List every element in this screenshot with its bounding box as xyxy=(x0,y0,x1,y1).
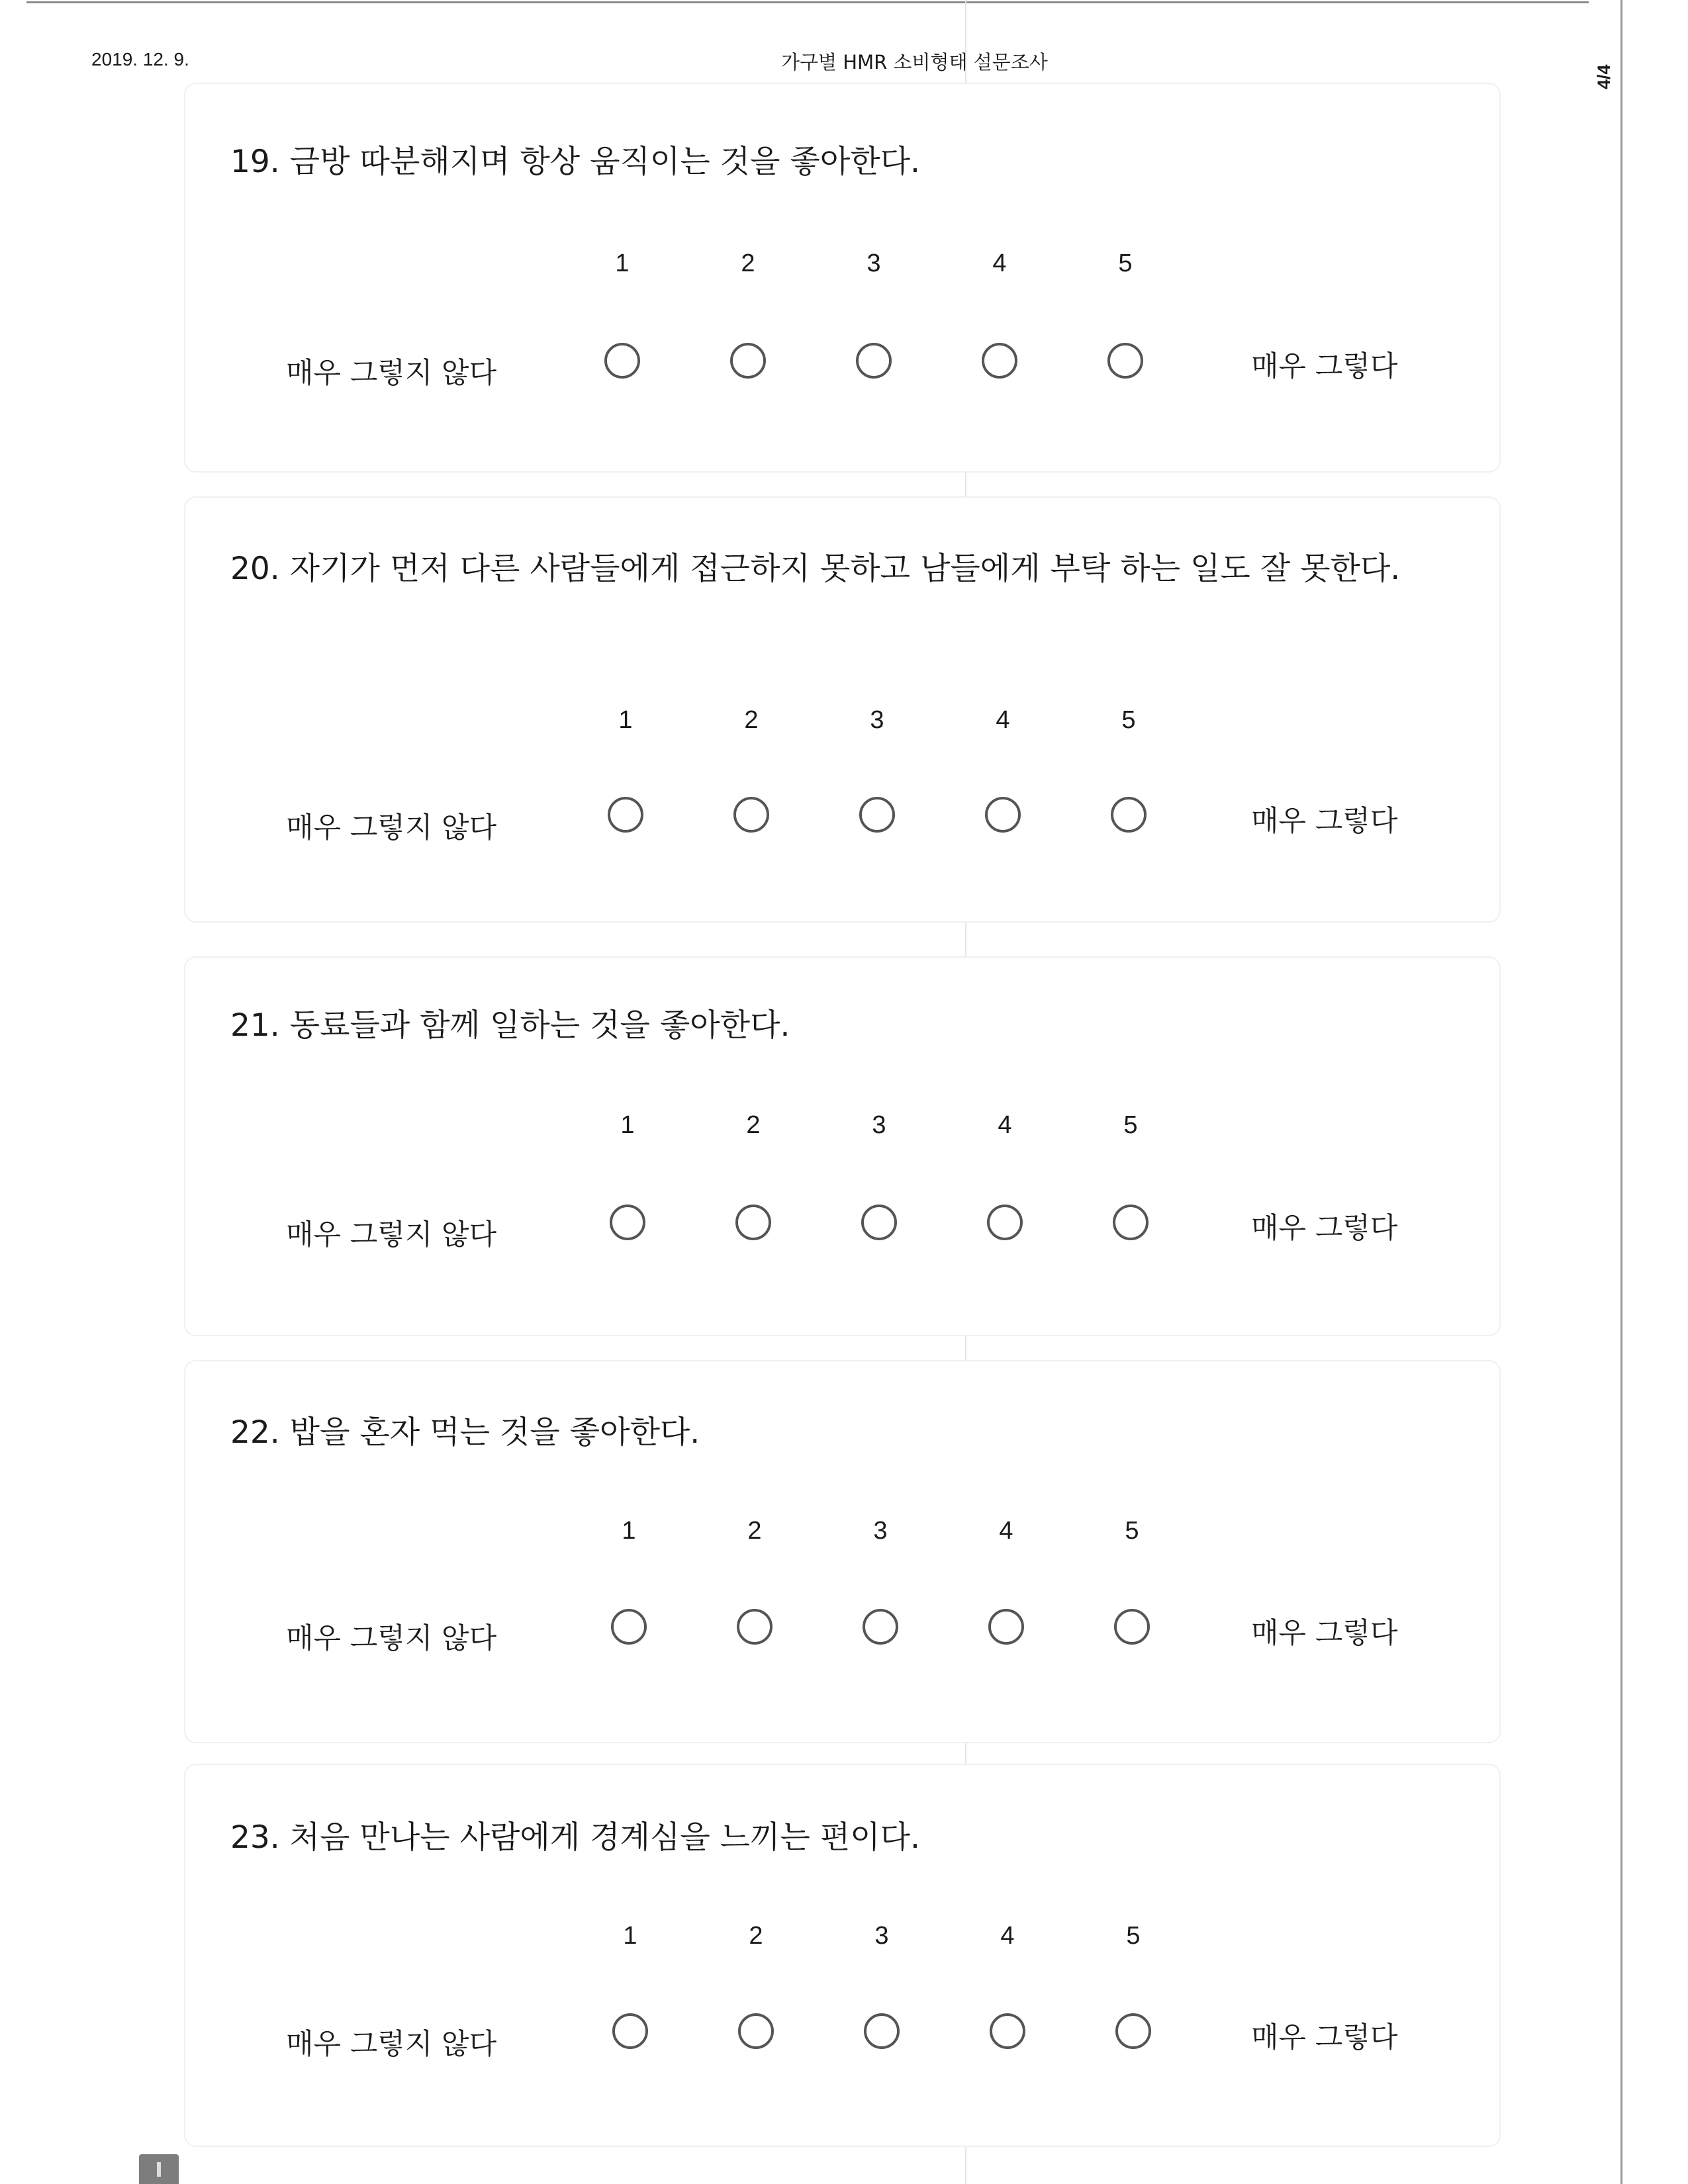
question-card-20 xyxy=(184,496,1501,923)
scale-label-right: 매우 그렇다 xyxy=(1251,1617,1398,1650)
print-date: 2019. 12. 9. xyxy=(91,49,189,69)
scale-label-left: 매우 그렇지 않다 xyxy=(286,811,497,844)
scale-number-1: 1 xyxy=(622,1517,636,1545)
scale-label-right: 매우 그렇다 xyxy=(1251,1212,1398,1245)
scale-number-2: 2 xyxy=(746,1111,761,1139)
scale-number-5: 5 xyxy=(1123,1111,1138,1139)
radio-option-1[interactable] xyxy=(604,343,640,379)
radio-option-2[interactable] xyxy=(737,1609,773,1645)
radio-option-3[interactable] xyxy=(864,2013,900,2049)
radio-option-4[interactable] xyxy=(985,797,1021,833)
scale-label-left: 매우 그렇지 않다 xyxy=(286,2028,497,2061)
scale-number-3: 3 xyxy=(872,1111,886,1139)
scale-label-right: 매우 그렇다 xyxy=(1251,2021,1398,2054)
survey-title: 가구별 HMR 소비형태 설문조사 xyxy=(781,51,1048,73)
radio-option-5[interactable] xyxy=(1111,797,1147,833)
radio-option-3[interactable] xyxy=(859,797,895,833)
scale-number-4: 4 xyxy=(999,1517,1013,1545)
scale-number-1: 1 xyxy=(620,1111,635,1139)
scale-number-4: 4 xyxy=(1000,1922,1015,1950)
radio-option-5[interactable] xyxy=(1114,1609,1150,1645)
scale-label-left: 매우 그렇지 않다 xyxy=(286,357,497,390)
radio-option-5[interactable] xyxy=(1113,1205,1149,1240)
question-text: 21. 동료들과 함께 일하는 것을 좋아한다. xyxy=(230,1007,790,1044)
scale-number-3: 3 xyxy=(870,706,884,734)
scale-number-3: 3 xyxy=(873,1517,888,1545)
question-text: 22. 밥을 혼자 먹는 것을 좋아한다. xyxy=(230,1414,700,1451)
radio-option-2[interactable] xyxy=(730,343,766,379)
scale-number-1: 1 xyxy=(615,250,630,277)
radio-option-4[interactable] xyxy=(987,1205,1023,1240)
scale-label-left: 매우 그렇지 않다 xyxy=(286,1218,497,1251)
page-top-border xyxy=(26,1,1589,3)
radio-option-2[interactable] xyxy=(738,2013,774,2049)
radio-option-2[interactable] xyxy=(733,797,769,833)
scale-number-2: 2 xyxy=(744,706,759,734)
question-card-21 xyxy=(184,956,1501,1336)
scale-number-4: 4 xyxy=(998,1111,1012,1139)
question-card-19 xyxy=(184,83,1501,473)
scale-number-2: 2 xyxy=(747,1517,762,1545)
scale-number-5: 5 xyxy=(1121,706,1136,734)
question-text: 23. 처음 만나는 사람에게 경계심을 느끼는 편이다. xyxy=(230,1819,920,1856)
alert-icon xyxy=(139,2154,179,2184)
radio-option-1[interactable] xyxy=(608,797,643,833)
radio-option-2[interactable] xyxy=(735,1205,771,1240)
radio-option-4[interactable] xyxy=(982,343,1017,379)
scale-number-5: 5 xyxy=(1126,1922,1141,1950)
scale-number-2: 2 xyxy=(741,250,755,277)
scale-number-4: 4 xyxy=(996,706,1010,734)
scale-number-4: 4 xyxy=(992,250,1007,277)
scale-number-3: 3 xyxy=(874,1922,889,1950)
question-text: 19. 금방 따분해지며 항상 움직이는 것을 좋아한다. xyxy=(230,144,920,180)
radio-option-3[interactable] xyxy=(861,1205,897,1240)
radio-option-4[interactable] xyxy=(988,1609,1024,1645)
radio-option-5[interactable] xyxy=(1107,343,1143,379)
radio-option-3[interactable] xyxy=(856,343,892,379)
question-card-23 xyxy=(184,1764,1501,2147)
radio-option-1[interactable] xyxy=(610,1205,645,1240)
radio-option-1[interactable] xyxy=(612,2013,648,2049)
scale-label-left: 매우 그렇지 않다 xyxy=(286,1622,497,1655)
scale-number-5: 5 xyxy=(1118,250,1133,277)
scale-label-right: 매우 그렇다 xyxy=(1251,350,1398,383)
radio-option-5[interactable] xyxy=(1115,2013,1151,2049)
scale-number-1: 1 xyxy=(623,1922,637,1950)
scale-label-right: 매우 그렇다 xyxy=(1251,805,1398,838)
radio-option-1[interactable] xyxy=(611,1609,647,1645)
page-right-border xyxy=(1620,0,1622,2184)
radio-option-4[interactable] xyxy=(990,2013,1025,2049)
scale-number-1: 1 xyxy=(618,706,633,734)
page-number: 4/4 xyxy=(1594,64,1614,89)
scale-number-3: 3 xyxy=(867,250,881,277)
scale-number-5: 5 xyxy=(1125,1517,1139,1545)
question-text: 20. 자기가 먼저 다른 사람들에게 접근하지 못하고 남들에게 부탁 하는 일도 잘 못한다. xyxy=(230,551,1401,587)
radio-option-3[interactable] xyxy=(863,1609,898,1645)
question-card-22 xyxy=(184,1360,1501,1743)
scale-number-2: 2 xyxy=(749,1922,763,1950)
